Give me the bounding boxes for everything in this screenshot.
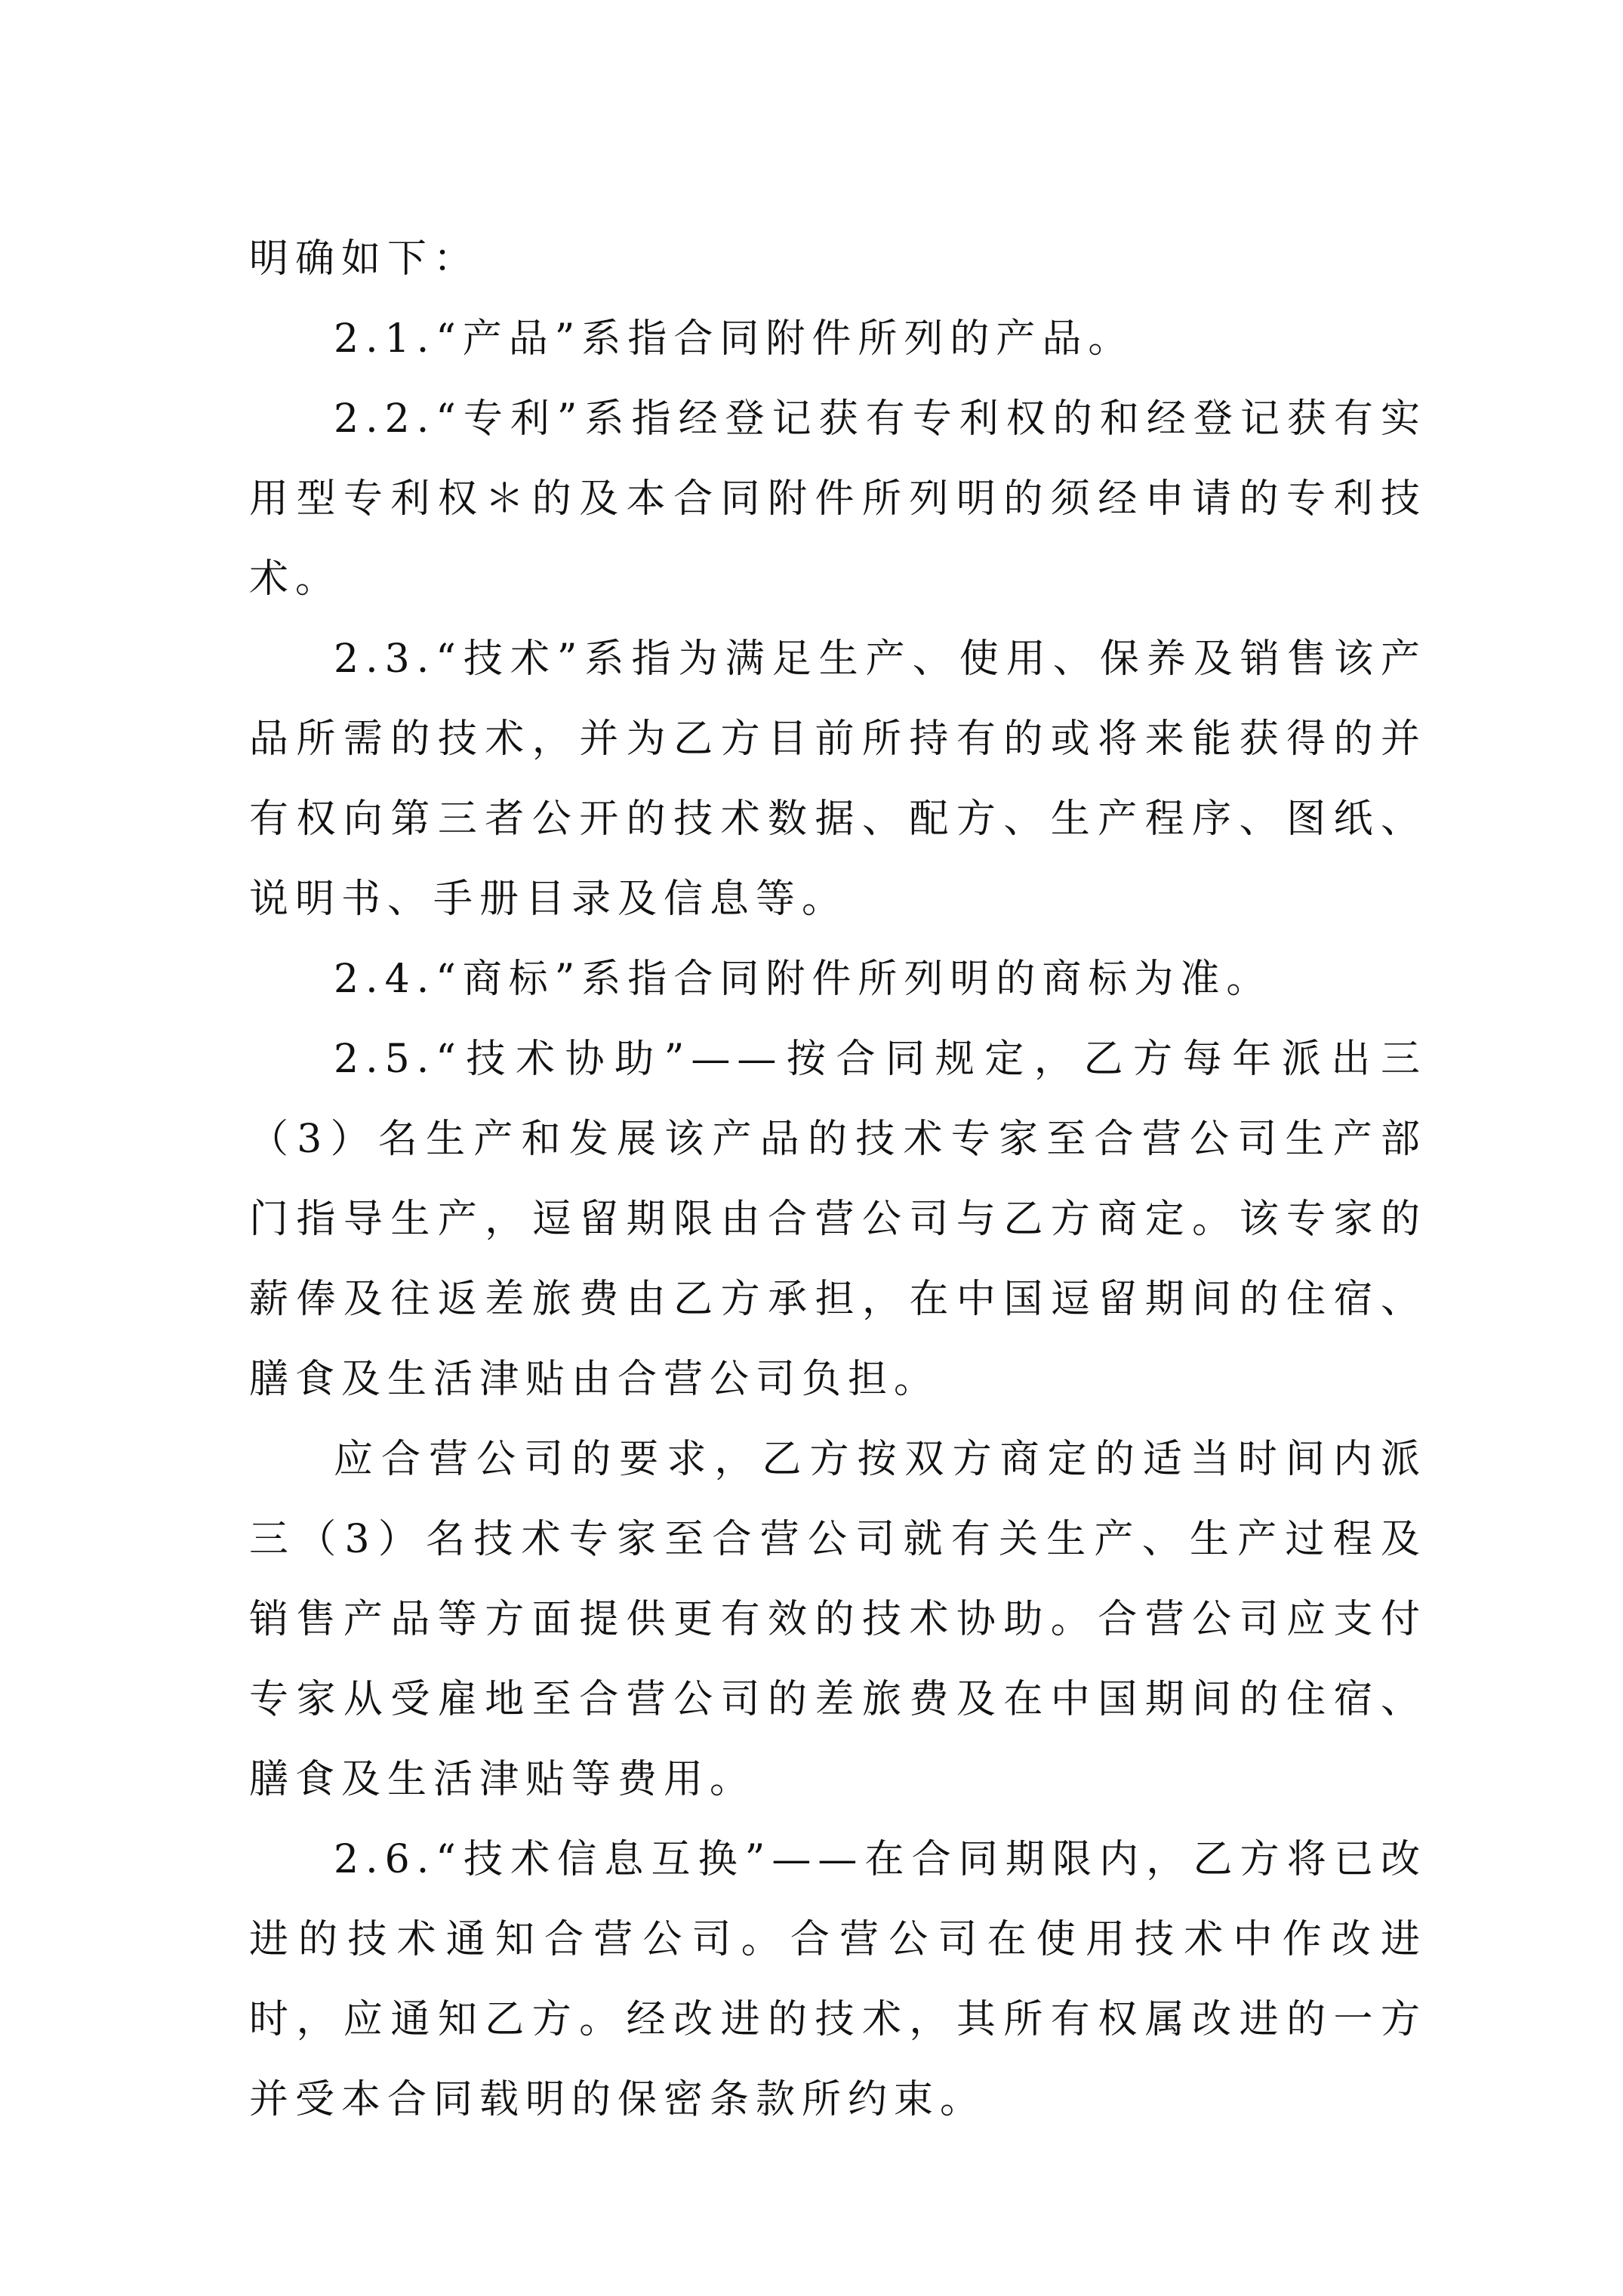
paragraph-2-1: 2.1.“产品”系指合同附件所列的产品。	[334, 316, 1135, 362]
paragraph-2-3: 2.3.“技术”系指为满足生产、使用、保养及销售该产品所需的技术，并为乙方目前所持有的或将来能获得的并有权向第三者公开的技术数据、配方、生产程序、图纸、说明书、手册目录及信息等。	[249, 636, 1427, 922]
paragraph-2-5: 2.5.“技术协助”——按合同规定，乙方每年派出三（3）名生产和发展该产品的技术专家至合营公司生产部门指导生产，逗留期限由合营公司与乙方商定。该专家的薪俸及往返差旅费由乙方承担，在中国逗留期间的住宿、膳食及生活津贴由合营公司负担。	[249, 1037, 1427, 1402]
paragraph-2-2: 2.2.“专利”系指经登记获有专利权的和经登记获有实用型专利权＊的及本合同附件所列明的须经申请的专利技术。	[249, 396, 1427, 602]
document-body	[249, 219, 1427, 2140]
paragraph-2-4: 2.4.“商标”系指合同附件所列明的商标为准。	[334, 957, 1273, 1002]
paragraph-2-6: 2.6.“技术信息互换”——在合同期限内，乙方将已改进的技术通知合营公司。合营公司在使用技术中作改进时，应通知乙方。经改进的技术，其所有权属改进的一方并受本合同载明的保密条款所约束。	[249, 1837, 1427, 2122]
paragraph-intro: 明确如下：	[249, 236, 480, 282]
paragraph-2-5-continued: 应合营公司的要求，乙方按双方商定的适当时间内派三（3）名技术专家至合营公司就有关生产、生产过程及销售产品等方面提供更有效的技术协助。合营公司应支付专家从受雇地至合营公司的差旅费及在中国期间的住宿、膳食及生活津贴等费用。	[249, 1437, 1427, 1802]
